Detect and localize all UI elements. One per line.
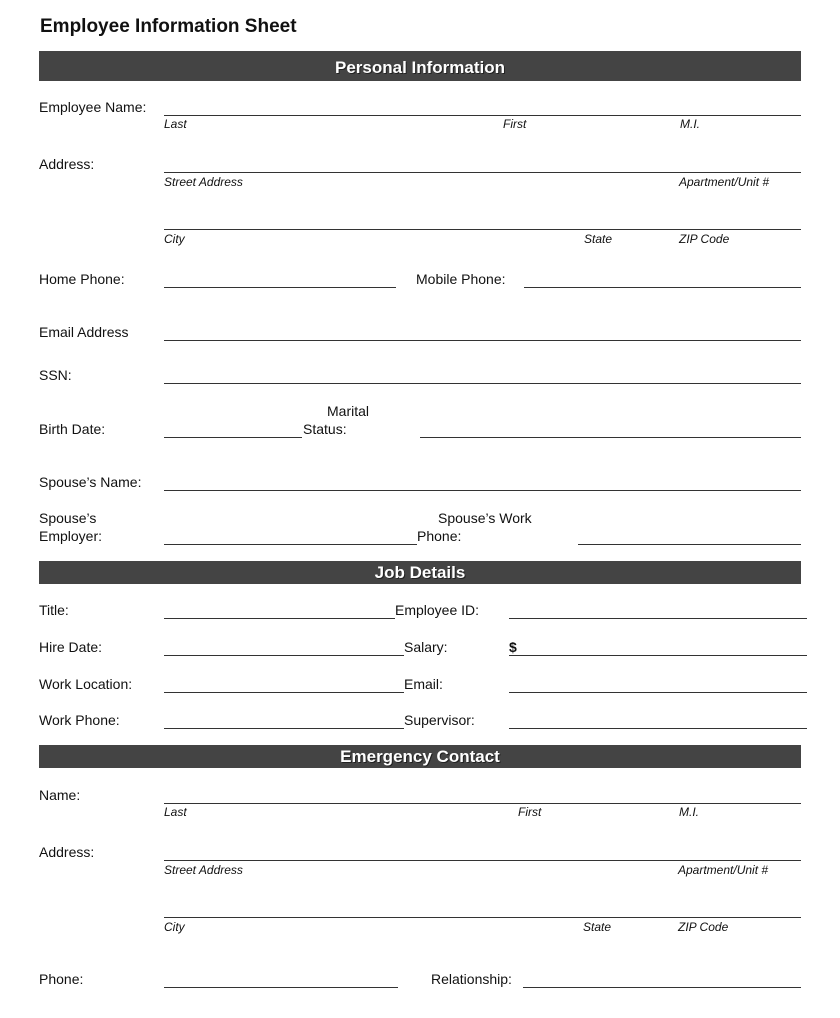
address-label: Address: <box>39 156 95 172</box>
employee-name-last-caption: Last <box>164 117 187 131</box>
section-header-emergency-label: Emergency Contact <box>340 747 500 766</box>
work-location-field[interactable] <box>164 674 404 692</box>
emergency-name-last-caption: Last <box>164 805 187 819</box>
spouse-work-phone-line <box>578 544 801 545</box>
emergency-street-address-line <box>164 860 801 861</box>
work-phone-field[interactable] <box>164 710 404 728</box>
employee-name-mi-caption: M.I. <box>680 117 700 131</box>
emergency-street-address-field[interactable] <box>164 842 801 860</box>
emergency-phone-line <box>164 987 398 988</box>
birth-date-line <box>164 437 302 438</box>
emergency-city-caption: City <box>164 920 185 934</box>
ssn-line <box>164 383 801 384</box>
spouse-employer-label-line2: Employer: <box>39 528 103 544</box>
job-title-field[interactable] <box>164 600 395 618</box>
supervisor-field[interactable] <box>509 710 807 728</box>
section-header-personal-label: Personal Information <box>334 58 506 77</box>
spouse-work-phone-field[interactable] <box>578 526 801 544</box>
emergency-name-field[interactable] <box>164 785 801 803</box>
emergency-phone-label: Phone: <box>39 971 84 987</box>
work-phone-label: Work Phone: <box>39 712 120 728</box>
spouse-employer-line <box>164 544 417 545</box>
mobile-phone-line <box>524 287 801 288</box>
job-email-label: Email: <box>404 676 443 692</box>
email-address-label: Email Address <box>39 324 129 340</box>
birth-date-field[interactable] <box>164 419 302 437</box>
emergency-name-first-caption: First <box>518 805 542 819</box>
marital-status-line <box>420 437 801 438</box>
street-address-field[interactable] <box>164 154 801 172</box>
section-header-job-label: Job Details <box>374 563 466 582</box>
work-phone-line <box>164 728 404 729</box>
work-location-line <box>164 692 404 693</box>
zip-caption: ZIP Code <box>679 232 730 246</box>
section-header-personal <box>39 51 801 81</box>
email-address-field[interactable] <box>164 322 801 340</box>
employee-id-field[interactable] <box>509 600 807 618</box>
home-phone-field[interactable] <box>164 269 396 287</box>
email-address-line <box>164 340 801 341</box>
marital-status-field[interactable] <box>420 419 801 437</box>
spouse-work-phone-label-line1: Spouse’s Work <box>438 510 532 526</box>
relationship-label: Relationship: <box>431 971 512 987</box>
emergency-phone-field[interactable] <box>164 969 398 987</box>
emergency-name-line <box>164 803 801 804</box>
marital-status-label-line2: Status: <box>303 421 347 437</box>
apartment-caption: Apartment/Unit # <box>679 175 770 189</box>
spouse-name-field[interactable] <box>164 472 801 490</box>
supervisor-line <box>509 728 807 729</box>
birth-date-label: Birth Date: <box>39 421 106 437</box>
street-address-line <box>164 172 801 173</box>
emergency-street-address-caption: Street Address <box>164 863 243 877</box>
emergency-city-state-zip-field[interactable] <box>164 899 801 917</box>
marital-status-label-line1: Marital <box>327 403 370 419</box>
spouse-name-line <box>164 490 801 491</box>
work-location-label: Work Location: <box>39 676 133 692</box>
spouse-work-phone-label-line2: Phone: <box>417 528 462 544</box>
employee-name-label: Employee Name: <box>39 99 147 115</box>
mobile-phone-label: Mobile Phone: <box>416 271 506 287</box>
section-header-job <box>39 561 801 584</box>
state-caption: State <box>584 232 613 246</box>
employee-name-line <box>164 115 801 116</box>
emergency-name-label: Name: <box>39 787 81 803</box>
hire-date-label: Hire Date: <box>39 639 103 655</box>
employee-id-line <box>509 618 807 619</box>
relationship-field[interactable] <box>523 969 801 987</box>
hire-date-field[interactable] <box>164 637 404 655</box>
emergency-address-label: Address: <box>39 844 95 860</box>
spouse-employer-label-line1: Spouse’s <box>39 510 97 526</box>
emergency-state-caption: State <box>583 920 612 934</box>
emergency-name-mi-caption: M.I. <box>679 805 699 819</box>
city-state-zip-line <box>164 229 801 230</box>
spouse-employer-field[interactable] <box>164 526 417 544</box>
salary-currency-symbol: $ <box>509 639 517 655</box>
salary-field[interactable] <box>509 637 807 655</box>
home-phone-label: Home Phone: <box>39 271 125 287</box>
spouse-name-label: Spouse’s Name: <box>39 474 142 490</box>
job-email-line <box>509 692 807 693</box>
emergency-city-state-zip-line <box>164 917 801 918</box>
hire-date-line <box>164 655 404 656</box>
city-state-zip-field[interactable] <box>164 211 801 229</box>
mobile-phone-field[interactable] <box>524 269 801 287</box>
home-phone-line <box>164 287 396 288</box>
job-title-line <box>164 618 395 619</box>
page-title: Employee Information Sheet <box>40 16 297 37</box>
supervisor-label: Supervisor: <box>404 712 475 728</box>
city-caption: City <box>164 232 185 246</box>
job-title-label: Title: <box>39 602 69 618</box>
ssn-label: SSN: <box>39 367 72 383</box>
employee-id-label: Employee ID: <box>395 602 480 618</box>
job-email-field[interactable] <box>509 674 807 692</box>
relationship-line <box>523 987 801 988</box>
section-header-emergency <box>39 745 801 768</box>
employee-name-field[interactable] <box>164 97 801 115</box>
emergency-zip-caption: ZIP Code <box>678 920 729 934</box>
street-address-caption: Street Address <box>164 175 243 189</box>
salary-line <box>509 655 807 656</box>
employee-name-first-caption: First <box>503 117 527 131</box>
salary-label: Salary: <box>404 639 448 655</box>
ssn-field[interactable] <box>164 365 801 383</box>
emergency-apartment-caption: Apartment/Unit # <box>678 863 769 877</box>
